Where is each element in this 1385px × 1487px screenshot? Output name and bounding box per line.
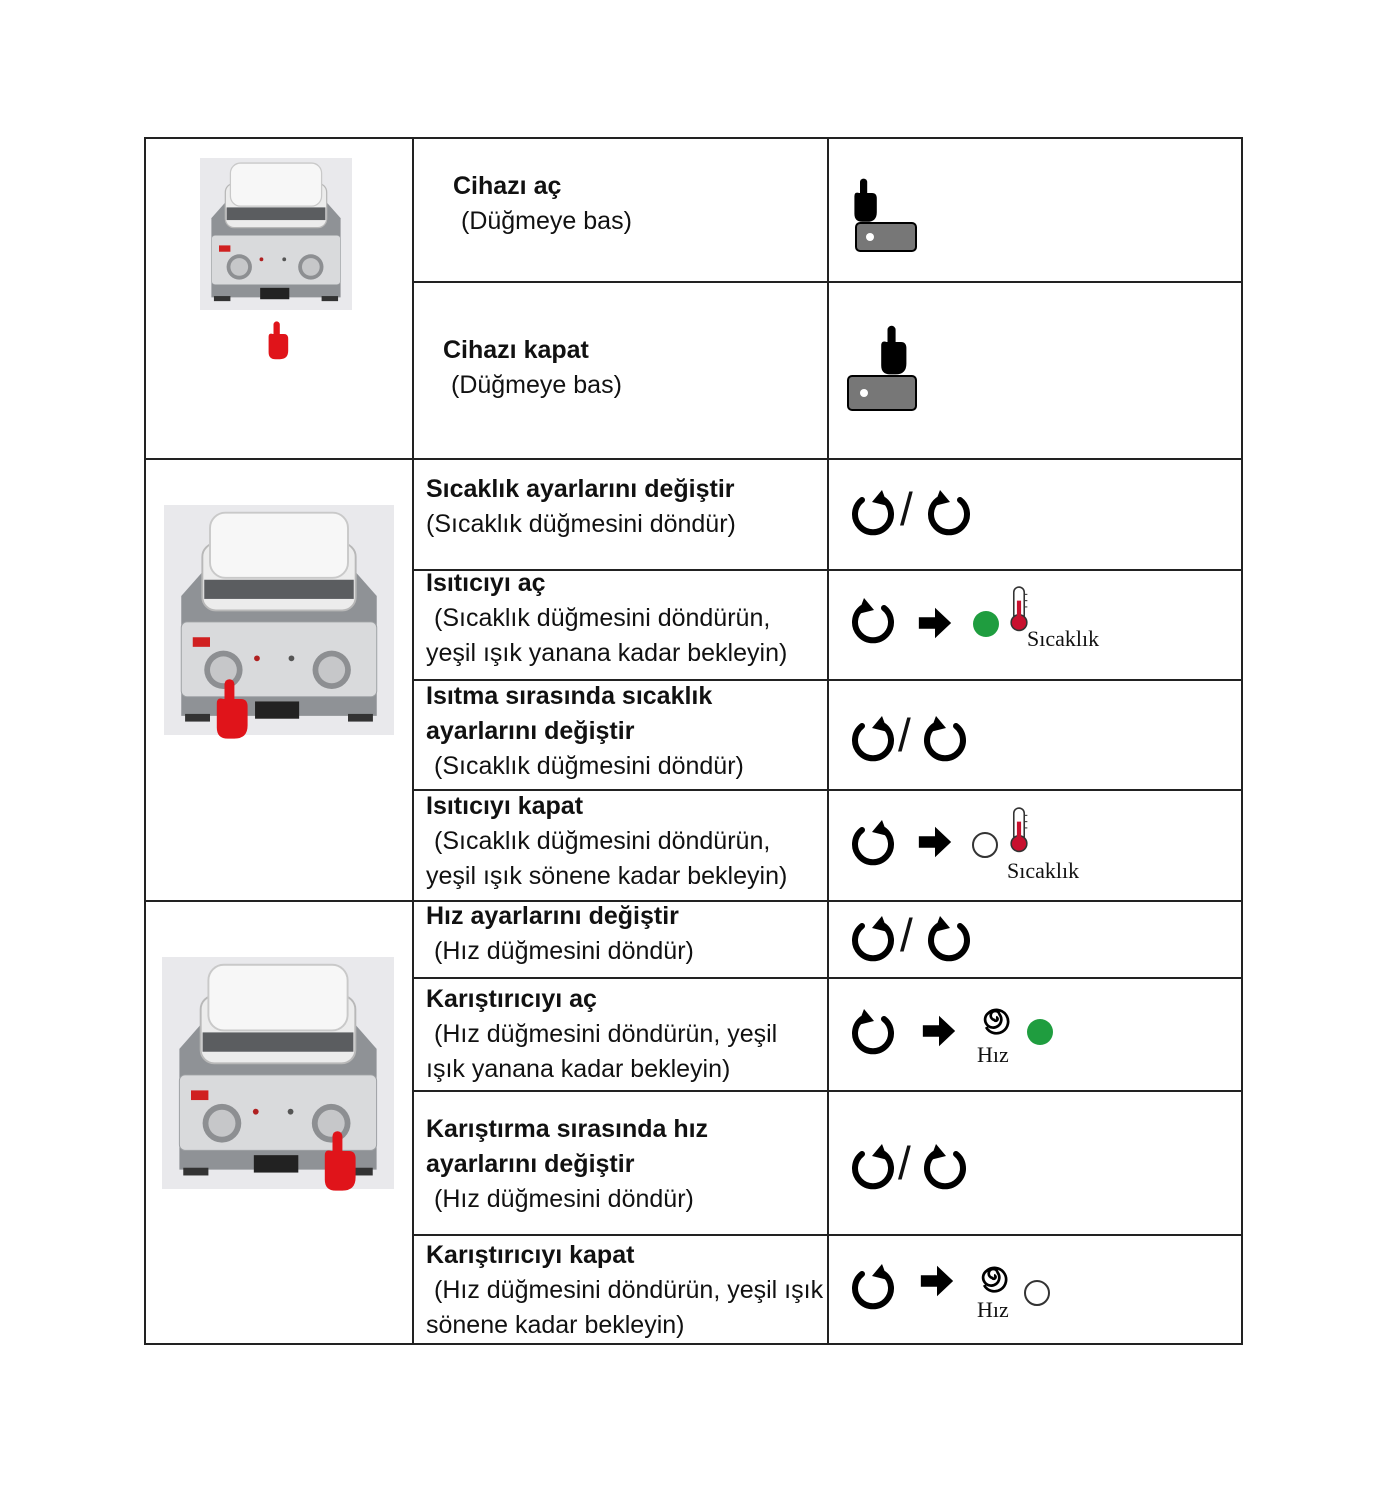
temperature-label: Sıcaklık xyxy=(1027,626,1100,651)
instruction-title: Cihazı kapat xyxy=(443,336,589,364)
instruction-title: Hız ayarlarını değiştir xyxy=(426,902,679,930)
led-off-icon xyxy=(1024,1280,1050,1306)
pointing-hand-red-icon xyxy=(316,1122,360,1207)
rotate-either-icon xyxy=(848,909,978,964)
table-border-bottom xyxy=(144,1343,1243,1345)
press-button-icon xyxy=(848,175,920,260)
instruction-desc: (Hız düğmesini döndürün, yeşil ışık xyxy=(434,1276,824,1304)
instruction-desc: (Sıcaklık düğmesini döndür) xyxy=(434,752,744,780)
led-on-icon xyxy=(1027,1019,1053,1045)
instruction-text xyxy=(426,1112,708,1217)
instruction-text xyxy=(426,899,694,969)
rotate-ccw-icon xyxy=(848,818,898,873)
instruction-text xyxy=(443,333,622,403)
spiral-speed-icon xyxy=(978,1001,1014,1042)
rotate-either-icon xyxy=(848,709,978,764)
instruction-desc: (Sıcaklık düğmesini döndürün, xyxy=(434,604,771,632)
led-off-icon xyxy=(972,832,998,858)
device-power-image xyxy=(200,158,352,315)
row-divider xyxy=(412,1090,1243,1092)
instruction-title: Isıtma sırasında sıcaklık xyxy=(426,682,713,710)
press-button-icon xyxy=(846,320,922,419)
instruction-desc: (Düğmeye bas) xyxy=(451,371,622,399)
device-temperature-image xyxy=(164,500,394,745)
instruction-title: ayarlarını değiştir xyxy=(426,717,635,745)
instruction-desc: yeşil ışık sönene kadar bekleyin) xyxy=(426,862,788,890)
table-border-top xyxy=(144,137,1243,139)
spiral-speed-icon xyxy=(976,1259,1012,1300)
rotate-cw-icon xyxy=(924,488,974,538)
instruction-desc: yeşil ışık yanana kadar bekleyin) xyxy=(426,639,788,667)
arrow-right-icon xyxy=(918,1262,956,1305)
table-border-right xyxy=(1241,137,1243,1345)
instruction-desc: (Düğmeye bas) xyxy=(461,207,632,235)
rotate-cw-icon xyxy=(924,914,974,964)
instruction-title: Isıtıcıyı kapat xyxy=(426,792,584,820)
arrow-right-icon xyxy=(916,604,954,647)
instruction-title: ayarlarını değiştir xyxy=(426,1150,635,1178)
rotate-cw-icon xyxy=(920,714,970,764)
instruction-desc: ışık yanana kadar bekleyin) xyxy=(426,1055,731,1083)
instruction-title: Cihazı aç xyxy=(453,172,562,200)
rotate-ccw-icon xyxy=(848,488,898,538)
instruction-text xyxy=(426,566,787,671)
rotate-ccw-icon xyxy=(848,1262,898,1317)
pointing-hand-red-icon xyxy=(208,672,252,753)
rotate-ccw-icon xyxy=(848,1142,898,1192)
row-divider xyxy=(412,1234,1243,1236)
speed-label: Hız xyxy=(977,1042,1009,1067)
group-divider xyxy=(144,458,1243,460)
row-divider xyxy=(412,977,1243,979)
instruction-title: Karıştırıcıyı aç xyxy=(426,985,597,1013)
rotate-separator: / xyxy=(898,709,911,761)
pointing-hand-red-icon xyxy=(262,320,292,367)
instruction-title: Karıştırma sırasında hız xyxy=(426,1115,709,1143)
rotate-separator: / xyxy=(900,909,913,961)
rotate-cw-icon xyxy=(920,1142,970,1192)
rotate-cw-icon xyxy=(848,1007,898,1062)
instruction-desc: (Hız düğmesini döndür) xyxy=(434,1185,694,1213)
column-divider xyxy=(827,137,829,1345)
rotate-separator: / xyxy=(900,483,913,535)
instruction-text xyxy=(426,472,736,542)
table-border-left xyxy=(144,137,146,1345)
instruction-title: Isıtıcıyı aç xyxy=(426,569,546,597)
rotate-either-icon xyxy=(848,483,978,538)
instruction-title: Sıcaklık ayarlarını değiştir xyxy=(426,475,735,503)
instruction-text xyxy=(426,679,744,784)
instruction-desc: (Hız düğmesini döndürün, yeşil xyxy=(434,1020,778,1048)
rotate-cw-icon xyxy=(848,596,898,651)
instruction-title: Karıştırıcıyı kapat xyxy=(426,1241,635,1269)
thermometer-icon xyxy=(1008,807,1030,858)
instruction-text xyxy=(426,982,777,1087)
instruction-desc: (Sıcaklık düğmesini döndürün, xyxy=(434,827,771,855)
row-divider xyxy=(412,281,1243,283)
instruction-desc: (Sıcaklık düğmesini döndür) xyxy=(426,510,736,538)
instruction-text xyxy=(453,169,632,239)
rotate-ccw-icon xyxy=(848,714,898,764)
speed-label: Hız xyxy=(977,1297,1009,1322)
led-on-icon xyxy=(973,611,999,637)
rotate-separator: / xyxy=(898,1137,911,1189)
instruction-text xyxy=(426,789,787,894)
instruction-desc: sönene kadar bekleyin) xyxy=(426,1311,685,1339)
column-divider xyxy=(412,137,414,1345)
rotate-either-icon xyxy=(848,1137,978,1192)
arrow-right-icon xyxy=(916,823,954,866)
instruction-text xyxy=(426,1238,823,1343)
temperature-label: Sıcaklık xyxy=(1007,858,1080,883)
instruction-desc: (Hız düğmesini döndür) xyxy=(434,937,694,965)
rotate-ccw-icon xyxy=(848,914,898,964)
arrow-right-icon xyxy=(920,1012,958,1055)
